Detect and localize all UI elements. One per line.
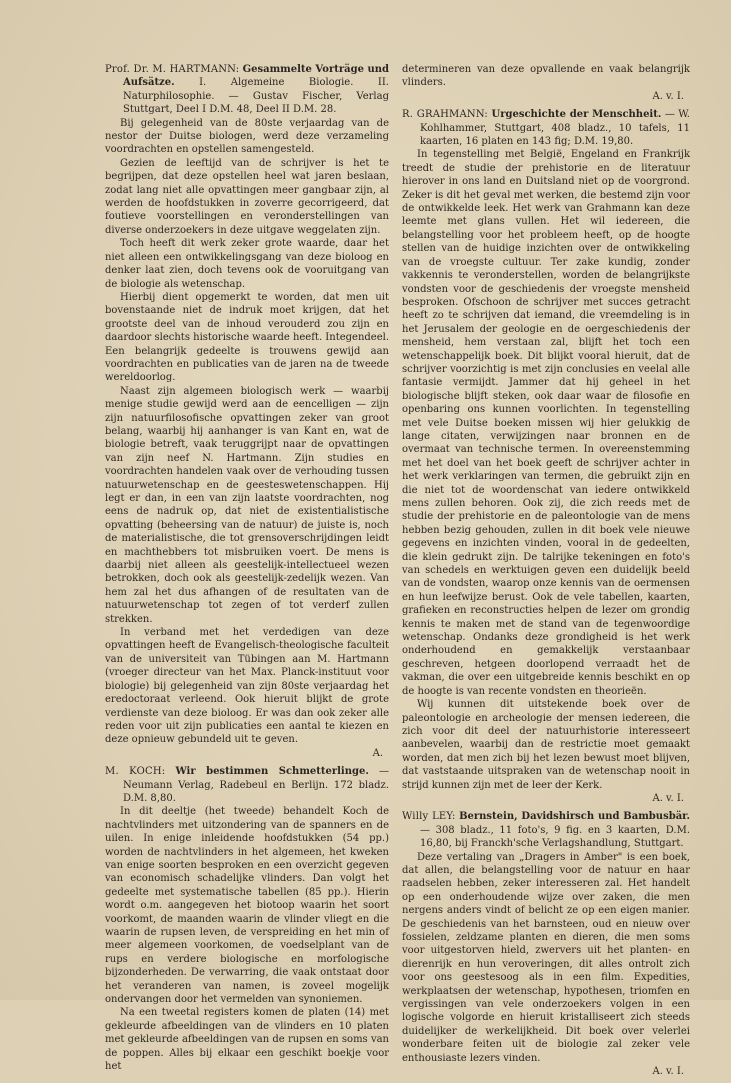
review-signature: A. xyxy=(372,747,383,759)
review-signature: A. v. I. xyxy=(652,792,684,804)
review-heading xyxy=(402,108,690,148)
review-koch-continued xyxy=(402,63,690,103)
left-column xyxy=(105,63,389,1078)
review-paragraph: Gezien de leeftijd van de schrijver is het te begrijpen, dat deze opstellen heel wat jaren beslaan, zodat lang niet alle opvattingen meer gangbaar zijn, al werden de hoofdstukken in zoverre gecorrigeerd, dat foutieve voorstellingen en veronderstellingen van diverse onderzoekers in deze uitgave weggelaten zijn. xyxy=(105,157,389,236)
review-hartmann xyxy=(105,63,389,760)
review-author: Willy LEY: xyxy=(402,811,456,823)
review-paragraph: In tegenstelling met België, Engeland en Frankrijk treedt de studie der prehistorie en de literatuur hierover in ons land en Duitsland niet op de voorgrond. Zeker is dit het geval met werken, die bestemd zijn voor de ontwikkelde leek. Het werk van Grahmann kan deze leemte met glans vullen. Het wil iedereen, die belangstelling voor het probleem heeft, op de hoogte stellen van de huidige inzichten over de ontwikkeling van de vroegste cultuur. Ter zake kundig, zonder vakkennis te veronderstellen, worden de belangrijkste vondsten voor de geschiedenis der vroegste mensheid besproken. Ofschoon de schrijver met succes getracht heeft zo te schrijven dat iemand, die vreemdeling is in het Jerusalem der geologie en de oergeschiedenis der mensheid, hem verstaan zal, blijft het toch een wetenschappelijk boek. Dit blijkt vooral hieruit, dat de schrijver voorzichtig is met zijn conclusies en veelal alle fantasie vermijdt. Jammer dat hij geheel in het biologische blijft steken, ook daar waar de filosofie en openbaring ons kunnen voorlichten. In tegenstelling met vele Duitse boeken missen wij hier gelukkig de lange citaten, verwijzingen naar bronnen en de overmaat van technische termen. In overeenstemming met het doel van het boek geeft de schrijver achter in het werk verklaringen van termen, die gebruikt zijn en die niet tot de woordenschat van iedere ontwikkeld mens zullen behoren. Ook zij, die zich reeds met de studie der prehistorie en de paleontologie van de mens hebben bezig gehouden, zullen in dit boek vele nieuwe gegevens en inzichten vinden, vooral in de gedeelten, die klein gedrukt zijn. De talrijke tekeningen en foto's van schedels en werktuigen geven een duidelijk beeld van de vondsten, waarop onze kennis van de oermensen en hun leefwijze berust. Ook de vele tabellen, kaarten, grafieken en reconstructies helpen de lezer om grondig kennis te maken met de stand van de tegenwoordige wetenschap. Ondanks deze grondigheid is het werk onderhoudend en gemakkelijk verstaanbaar geschreven, hetgeen doorlopend verraadt het de vakman, die over een uitgebreide kennis beschikt en op de hoogte is van recente vondsten en theorieën. xyxy=(402,149,690,697)
review-heading xyxy=(105,765,389,805)
review-title: Urgeschichte der Menschheit. xyxy=(491,109,662,121)
review-koch xyxy=(105,765,389,1073)
review-paragraph: Wij kunnen dit uitstekende boek over de paleontologie en archeologie der mensen iedereen, die zich voor dit deel der natuurhistorie interesseert aanbevelen, waarbij dan de restrictie moet gemaakt worden, dat men zich bij het lezen bewust moet blijven, dat vaststaande uitspraken van de wetenschap nooit in strijd kunnen zijn met de leer der Kerk. xyxy=(402,699,690,791)
review-publication-info: — 308 bladz., 11 foto's, 9 fig. en 3 kaarten, D.M. 16,80, bij Franckh'sche Verlagshandlung, Stuttgart. xyxy=(420,824,690,850)
review-signature: A. v. I. xyxy=(652,1066,684,1078)
review-author: R. GRAHMANN: xyxy=(402,109,489,121)
right-column xyxy=(402,63,690,1083)
review-paragraph: Deze vertaling van „Dragers in Amber" is een boek, dat allen, die belangstelling voor de natuur en haar raadselen hebben, zeker interesseren zal. Het handelt op een onderhoudende wijze over zaken, die men nergens anders vindt of belicht ze op een eigen manier. De geschiedenis van het barnsteen, oud en nieuw over fossielen, zeldzame planten en dieren, die men soms voor uitgestorven hield, zwervers uit het planten- en dierenrijk en hun veroveringen, dit alles ontrolt zich voor ons geestesoog als in een film. Expedities, werkplaatsen der wetenschap, hypothesen, triomfen en vergissingen van vele onderzoekers volgen in een logische volgorde en hieruit kristalliseert zich steeds duidelijker de werkelijkheid. Dit boek over velerlei wonderbare feiten uit de biologie zal zeker vele enthousiaste lezers vinden. xyxy=(402,851,690,1064)
review-heading xyxy=(105,63,389,117)
review-heading xyxy=(402,810,690,850)
review-paragraph: determineren van deze opvallende en vaak belangrijk vlinders. xyxy=(402,64,690,89)
review-title: Bernstein, Davidshirsch und Bambusbär. xyxy=(459,811,691,823)
review-title: Gesammelte Vorträge und Aufsätze. xyxy=(123,64,389,89)
review-signature: A. v. I. xyxy=(652,90,684,102)
review-publication-info: — W. Kohlhammer, Stuttgart, 408 bladz., 10 tafels, 11 kaarten, 16 platen en 143 fig; D.M. 19,80. xyxy=(420,109,690,148)
review-author: Prof. Dr. M. HARTMANN: xyxy=(105,64,240,75)
review-author: M. KOCH: xyxy=(105,766,166,778)
review-paragraph: Na een tweetal registers komen de platen (14) met gekleurde afbeeldingen van de vlinders en 10 platen met gekleurde afbeeldingen van de rupsen en soms van de poppen. Alles bij elkaar een geschikt boekje voor het xyxy=(105,1007,389,1073)
review-publication-info: I. Algemeine Biologie. II. Naturphilosophie. — Gustav Fischer, Verlag Stuttgart, Deel I D.M. 48, Deel II D.M. 28. xyxy=(123,77,389,116)
review-paragraph: In dit deeltje (het tweede) behandelt Koch de nachtvlinders met uitzondering van de spanners en de uilen. In enige inleidende hoofdstukken (54 pp.) worden de nachtvlinders in het algemeen, het kweken van enige soorten besproken en een overzicht gegeven van economisch schadelijke vlinders. Dan volgt het gedeelte met systematische tabellen (85 pp.). Hierin wordt o.m. aangegeven het biotoop waarin het soort voorkomt, de maanden waarin de vlinder vliegt en die waarin de rupsen leven, de verspreiding en het min of meer algemeen voorkomen, de voedselplant van de rups en verdere biologische en morfologische bijzonderheden. De verwarring, die vaak ontstaat door het veranderen van namen, is zoveel mogelijk ondervangen door het vermelden van synoniemen. xyxy=(105,806,389,1006)
review-grahmann xyxy=(402,108,690,805)
review-paragraph: Bij gelegenheid van de 80ste verjaardag van de nestor der Duitse biologen, werd deze verzameling voordrachten en opstellen samengesteld. xyxy=(105,117,389,156)
review-paragraph: Naast zijn algemeen biologisch werk — waarbij menige studie gewijd werd aan de eencelligen — zijn zijn natuurfilosofische opvattingen zeker van groot belang, waarbij hij aanhanger is van Kant en, wat de biologie betreft, vaak teruggrijpt naar de opvattingen van zijn neef N. Hartmann. Zijn studies en voordrachten handelen vaak over de verhouding tussen natuurwetenschap en de geesteswetenschappen. Hij legt er dan, in een van zijn laatste voordrachten, nog eens de nadruk op, dat niet de existentialistische opvatting (beheersing van de natuur) de juiste is, noch de materialistische, die tot grensoverschrijdingen leidt en machthebbers tot misbruiken voert. De mens is daarbij niet alleen als geestelijk-intellectueel wezen betrokken, doch ook als geestelijk-zedelijk wezen. Van hem zal het dus afhangen of de resultaten van de natuurwetenschap tot zegen of tot verderf zullen strekken. xyxy=(105,385,389,625)
review-publication-info: — Neumann Verlag, Radebeul en Berlijn. 172 bladz. D.M. 8,80. xyxy=(123,766,390,804)
review-paragraph: Toch heeft dit werk zeker grote waarde, daar het niet alleen een ontwikkelingsgang van deze bioloog en denker laat zien, doch tevens ook de vooruitgang van de biologie als wetenschap. xyxy=(105,238,389,290)
review-title: Wir bestimmen Schmetterlinge. xyxy=(175,766,369,778)
review-paragraph: In verband met het verdedigen van deze opvattingen heeft de Evangelisch-theologische faculteit van de universiteit van Tübingen aan M. Hartmann (vroeger directeur van het Max. Planck-instituut voor biologie) bij gelegenheid van zijn 80ste verjaardag het eredoctoraat verleend. Ook hieruit blijkt de grote verdienste van deze bioloog. Er was dan ook zeker alle reden voor uit zijn publicaties een aantal te kiezen en deze opnieuw gebundeld uit te geven. xyxy=(105,627,389,746)
review-paragraph: Hierbij dient opgemerkt te worden, dat men uit bovenstaande niet de indruk moet krijgen, dat het grootste deel van de inhoud verouderd zou zijn en daardoor slechts historische waarde heeft. Integendeel. Een belangrijk gedeelte is trouwens gewijd aan voordrachten en publicaties van de jaren na de tweede wereldoorlog. xyxy=(105,291,389,384)
review-ley xyxy=(402,810,690,1078)
